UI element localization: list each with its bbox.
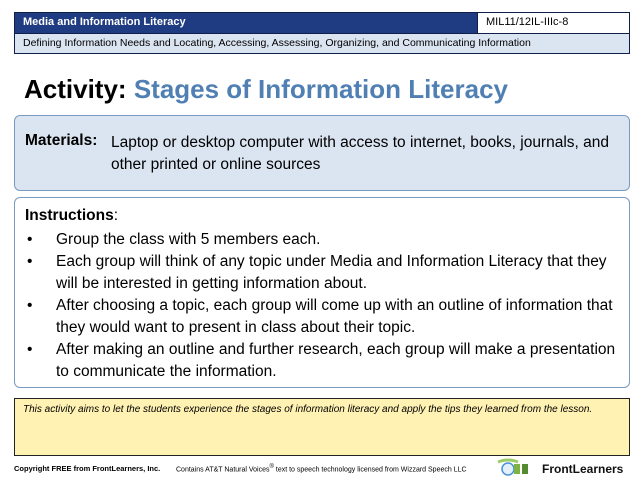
- page-title: [24, 74, 508, 105]
- list-item: • Each group will think of any topic under Media and Information Literacy that they will be interested in getting information about.: [25, 251, 625, 295]
- title-accent: Stages of Information Literacy: [133, 74, 508, 104]
- subheader-bar: [14, 34, 630, 54]
- materials-box: [14, 115, 630, 191]
- copyright-text: Copyright FREE from FrontLearners, Inc.: [14, 464, 161, 473]
- materials-label: Materials:: [25, 132, 98, 149]
- voices-credit: [176, 464, 467, 473]
- materials-text: Laptop or desktop computer with access to internet, books, journals, and other printed or online sources: [111, 134, 610, 173]
- instructions-heading: [25, 207, 118, 225]
- course-title: Media and Information Literacy: [23, 16, 186, 28]
- list-item: • After making an outline and further research, each group will make a presentation to communicate the information.: [25, 339, 625, 383]
- instructions-colon: :: [113, 207, 119, 224]
- list-item: • Group the class with 5 members each.: [25, 229, 625, 251]
- registered-mark: ®: [269, 464, 274, 470]
- subheader-text: Defining Information Needs and Locating, Accessing, Assessing, Organizing, and Communicating Information: [23, 37, 531, 49]
- frontlearners-logo: [494, 458, 634, 478]
- voices-credit-post: text to speech technology licensed from Wizzard Speech LLC: [273, 466, 467, 474]
- header-bar: [14, 12, 630, 34]
- logo-text: FrontLearners: [542, 462, 624, 476]
- note-text: This activity aims to let the students experience the stages of information literacy and apply the tips they learned from the lesson.: [23, 404, 593, 415]
- voices-credit-pre: Contains AT&T Natural Voices: [176, 466, 270, 474]
- title-lead: Activity:: [24, 74, 127, 104]
- competency-code-box: [477, 13, 629, 33]
- logo-mark-icon: [494, 458, 540, 478]
- instructions-box: [14, 197, 630, 388]
- list-item: • After choosing a topic, each group will come up with an outline of information that they would want to present in class about their topic.: [25, 295, 625, 339]
- instructions-list: [25, 229, 625, 383]
- note-box: [14, 398, 630, 456]
- competency-code: MIL11/12IL-IIIc-8: [486, 16, 569, 28]
- instructions-label: Instructions: [25, 207, 114, 224]
